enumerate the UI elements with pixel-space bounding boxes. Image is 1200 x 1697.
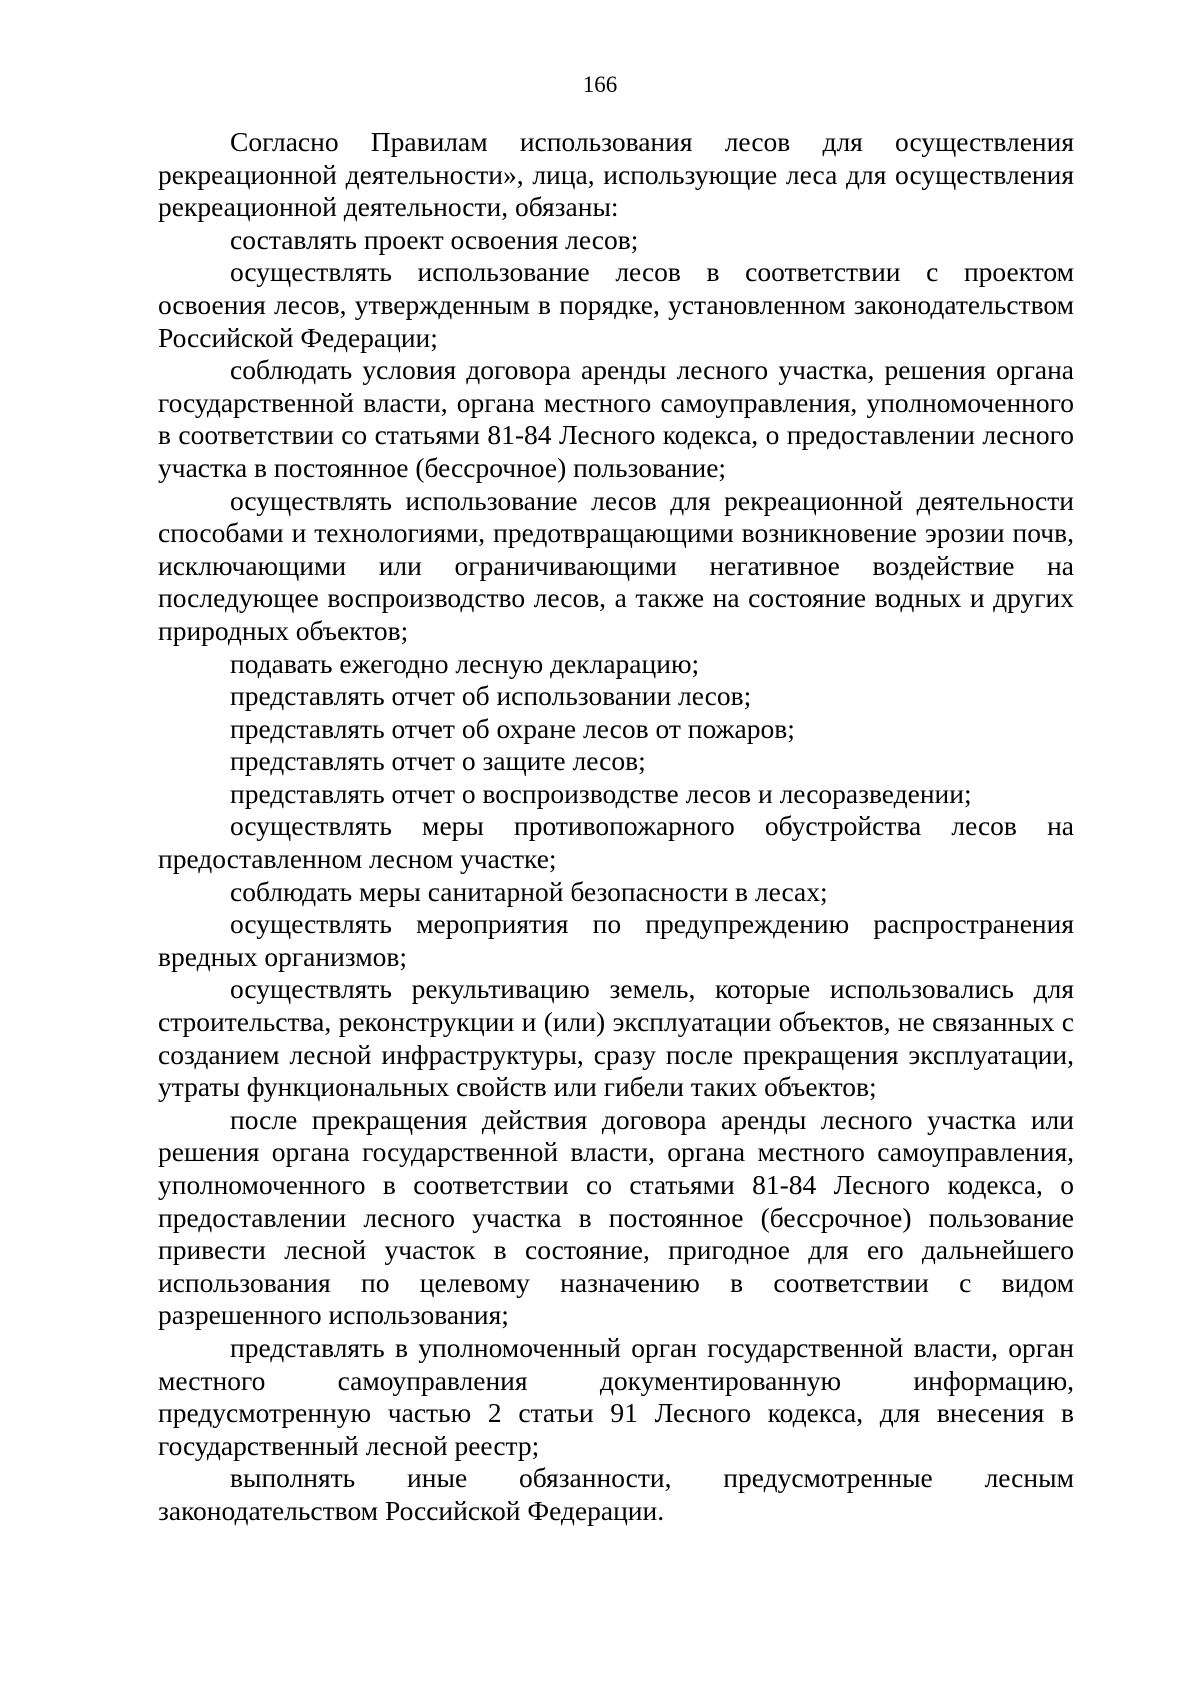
paragraph-item: представлять отчет о защите лесов; — [230, 745, 646, 777]
body-text — [158, 126, 1074, 1528]
paragraph-item: представлять отчет о воспроизводстве лесов и лесоразведении; — [230, 777, 972, 809]
paragraph-item: соблюдать условия договора аренды лесного участка, решения органа государственной власти, органа местного самоуправления, уполномоченного в соответствии со статьями 81-84 Лесного кодекса, о предоставлении лесного участка в постоянное (бессрочное) пользование; — [158, 354, 1074, 483]
paragraph-item: осуществлять мероприятия по предупреждению распространения вредных организмов; — [158, 908, 1074, 972]
paragraph-item: осуществлять использование лесов для рекреационной деятельности способами и технологиями, предотвращающими возникновение эрозии почв, исключающими или ограничивающими негативное воздействие на последующее воспроизводство лесов, а также на состояние водных и других природных объектов; — [158, 484, 1074, 646]
paragraph-item: составлять проект освоения лесов; — [230, 223, 639, 255]
paragraph-item: осуществлять меры противопожарного обустройства лесов на предоставленном лесном участке; — [158, 810, 1074, 875]
paragraph-intro: Согласно Правилам использования лесов для осуществления рекреационной деятельности», лица, использующие леса для осуществления рекреационной деятельности, обязаны: — [158, 126, 1074, 223]
paragraph-item: представлять отчет об использовании лесов; — [230, 680, 752, 712]
paragraph-item: осуществлять рекультивацию земель, которые использовались для строительства, реконструкции и (или) эксплуатации объектов, не связанных с созданием лесной инфраструктуры, сразу после прекращения эксплуатации, утраты функциональных свойств или гибели таких объектов; — [158, 973, 1074, 1103]
paragraph-item: выполнять иные обязанности, предусмотренные лесным законодательством Российской Федерации. — [158, 1462, 1074, 1526]
paragraph-item: представлять в уполномоченный орган государственной власти, орган местного самоуправления документированную информацию, предусмотренную частью 2 статьи 91 Лесного кодекса, для внесения в государственный лесной реестр; — [158, 1331, 1074, 1461]
page-number: 166 — [582, 72, 618, 97]
paragraph-item: осуществлять использование лесов в соответствии с проектом освоения лесов, утвержденным в порядке, установленном законодательством Российской Федерации; — [158, 256, 1074, 353]
paragraph-item: после прекращения действия договора аренды лесного участка или решения органа государственной власти, органа местного самоуправления, уполномоченного в соответствии со статьями 81-84 Лесного кодекса, о предоставлении лесного участка в постоянное (бессрочное) пользование привести лесной участок в состояние, пригодное для его дальнейшего использования по целевому назначению в соответствии с видом разрешенного использования; — [158, 1103, 1074, 1331]
paragraph-item: соблюдать меры санитарной безопасности в лесах; — [230, 875, 828, 907]
paragraph-item: представлять отчет об охране лесов от пожаров; — [230, 712, 795, 744]
paragraph-item: подавать ежегодно лесную декларацию; — [230, 647, 700, 679]
